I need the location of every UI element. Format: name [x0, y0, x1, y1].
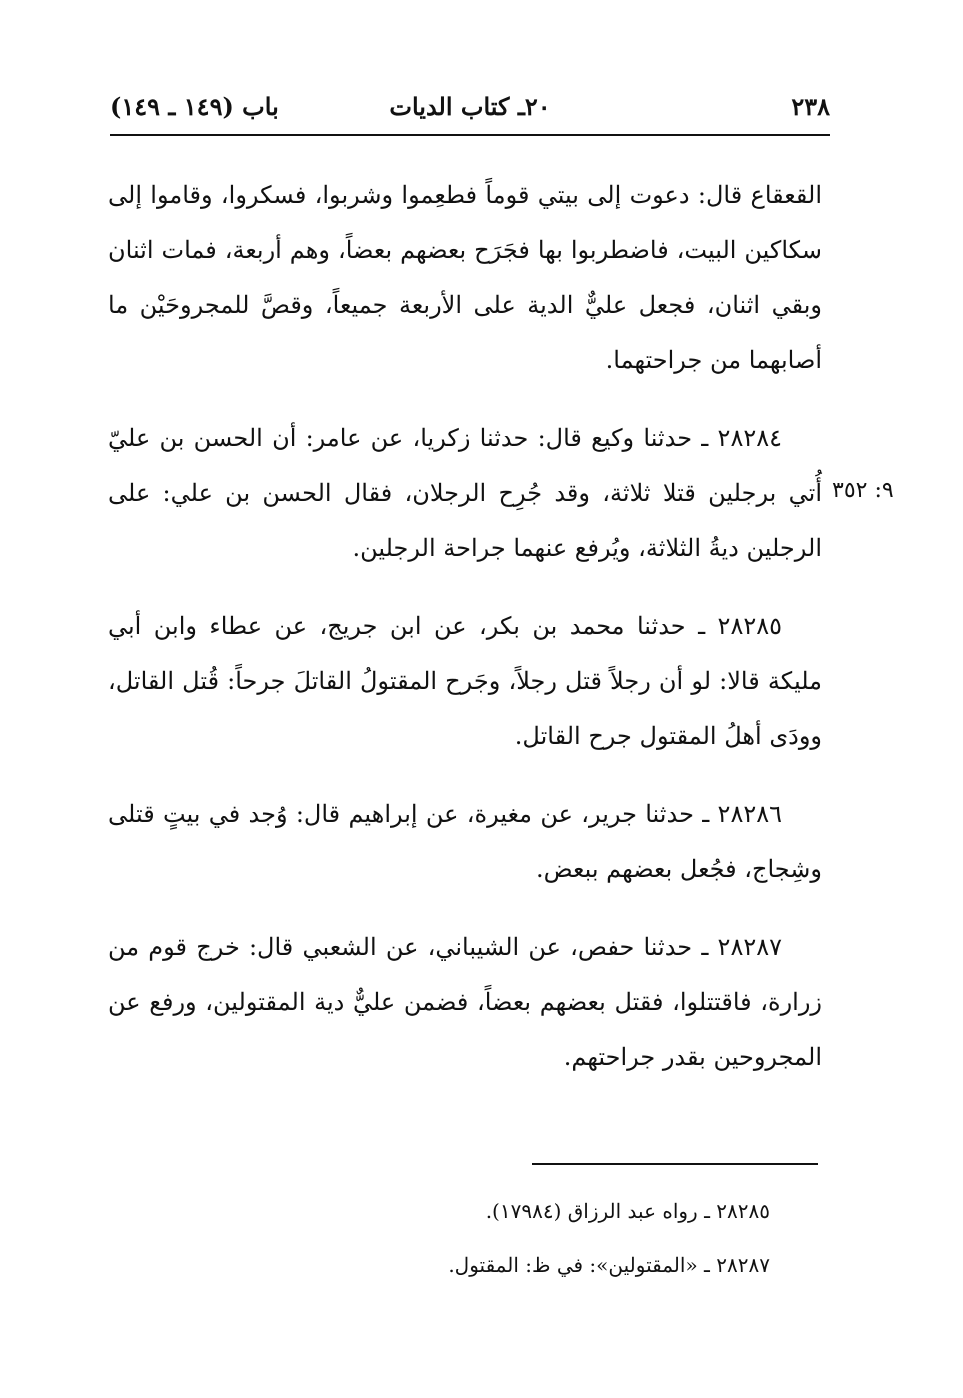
hadith-28286: ٢٨٢٨٦ ـ حدثنا جرير، عن مغيرة، عن إبراهيم قال: وُجد في بيتٍ قتلى وشِجاج، فجُعل بعضهم ببعض.: [108, 800, 822, 883]
footnote-rule: [532, 1163, 818, 1165]
running-header: [110, 92, 830, 130]
footnote-28287: ٢٨٢٨٧ ـ «المقتولين»: في ظ: المقتول.: [448, 1253, 770, 1277]
chapter-range: باب (١٤٩ ـ ١٤٩): [110, 92, 279, 121]
hadith-28285: ٢٨٢٨٥ ـ حدثنا محمد بن بكر، عن ابن جريج، عن عطاء وابن أبي مليكة قالا: لو أن رجلاً قتل رجلاً، وجَرح المقتولُ القاتلَ جرحاً: قُتل القاتل، وودَى أهلُ المقتول جرح القاتل.: [108, 612, 822, 750]
margin-reference: ٩: ٣٥٢: [832, 478, 894, 503]
paragraph-continued: القعقاع قال: دعوت إلى بيتي قوماً فطعِموا وشربوا، فسكروا، وقاموا إلى سكاكين البيت، فاضطربوا بها فجَرَح بعضهم بعضاً، وهم أربعة، فمات اثنان وبقي اثنان، فجعل عليٌّ الدية على الأربعة جميعاً، وقصَّ للمجروحَيْن ما أصابهما من جراحتهما.: [108, 181, 822, 374]
footnote-28285: ٢٨٢٨٥ ـ رواه عبد الرزاق (١٧٩٨٤).: [485, 1199, 770, 1223]
page-number: ٢٣٨: [791, 92, 830, 121]
hadith-28287: ٢٨٢٨٧ ـ حدثنا حفص، عن الشيباني، عن الشعبي قال: خرج قوم من زرارة، فاقتتلوا، فقتل بعضهم بعضاً، فضمن عليٌّ دية المقتولين، ورفع عن المجروحين بقدر جراحتهم.: [108, 933, 822, 1071]
hadith-28284: ٢٨٢٨٤ ـ حدثنا وكيع قال: حدثنا زكريا، عن عامر: أن الحسن بن عليّ أُتي برجلين قتلا ثلاثة، وقد جُرِح الرجلان، فقال الحسن بن علي: على الرجلين ديةُ الثلاثة، ويُرفع عنهما جراحة الرجلين.: [108, 424, 822, 562]
book-title: ٢٠ـ كتاب الديات: [389, 92, 551, 121]
main-text: [108, 168, 822, 1108]
footnotes: [200, 1184, 770, 1292]
header-rule: [110, 134, 830, 136]
